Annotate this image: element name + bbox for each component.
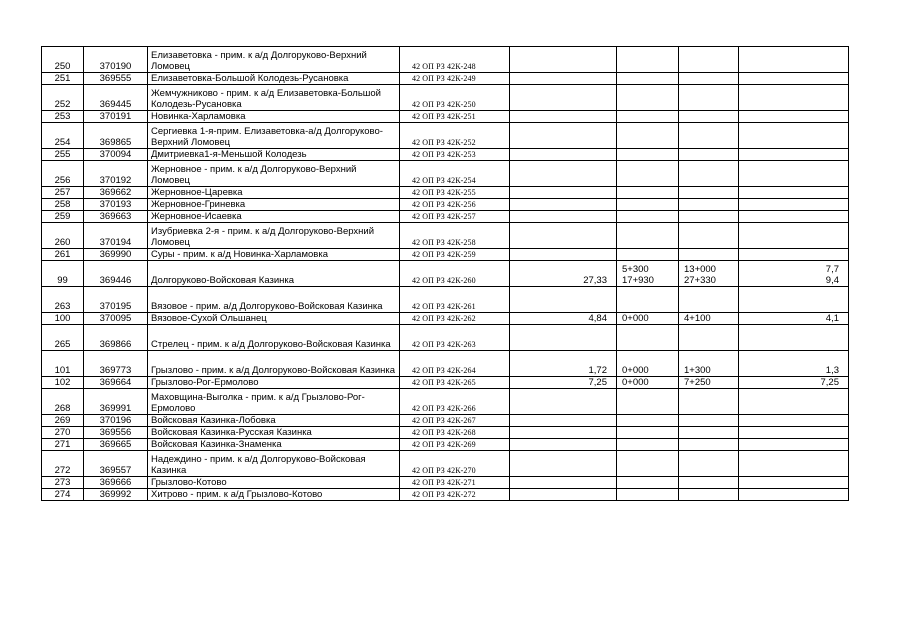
section-length-cell bbox=[739, 187, 849, 199]
registry-number-cell: 42 ОП РЗ 42К-257 bbox=[400, 211, 510, 223]
end-km-cell bbox=[679, 351, 739, 377]
start-km-cell bbox=[617, 149, 679, 161]
row-number-cell: 268 bbox=[42, 389, 84, 415]
start-km-cell bbox=[617, 389, 679, 415]
section-length-cell bbox=[739, 477, 849, 489]
end-km-cell bbox=[679, 249, 739, 261]
table-row bbox=[42, 427, 849, 439]
length-cell bbox=[510, 73, 617, 85]
start-km-cell bbox=[617, 325, 679, 351]
length-cell bbox=[510, 415, 617, 427]
table-row bbox=[42, 47, 849, 73]
end-km-cell bbox=[679, 161, 739, 187]
table-row bbox=[42, 489, 849, 501]
start-km-cell bbox=[617, 199, 679, 211]
length-cell bbox=[510, 489, 617, 501]
length-cell bbox=[510, 199, 617, 211]
registry-number-cell: 42 ОП РЗ 42К-254 bbox=[400, 161, 510, 187]
start-km-cell bbox=[617, 427, 679, 439]
section-length-cell bbox=[739, 261, 849, 287]
road-name-cell: Суры - прим. к а/д Новинка-Харламовка bbox=[148, 249, 400, 261]
road-name-cell: Хитрово - прим. к а/д Грызлово-Котово bbox=[148, 489, 400, 501]
road-id-cell: 370196 bbox=[84, 415, 148, 427]
length-cell bbox=[510, 427, 617, 439]
road-id-cell: 369665 bbox=[84, 439, 148, 451]
table-row bbox=[42, 415, 849, 427]
row-number-cell: 270 bbox=[42, 427, 84, 439]
row-number-cell: 258 bbox=[42, 199, 84, 211]
start-km-cell bbox=[617, 377, 679, 389]
end-km-cell bbox=[679, 287, 739, 313]
length-cell bbox=[510, 161, 617, 187]
row-number-cell: 251 bbox=[42, 73, 84, 85]
section-length-cell bbox=[739, 427, 849, 439]
registry-number-cell: 42 ОП РЗ 42К-250 bbox=[400, 85, 510, 111]
start-km-cell bbox=[617, 415, 679, 427]
row-number-cell: 269 bbox=[42, 415, 84, 427]
end-km-cell bbox=[679, 123, 739, 149]
road-name-cell: Жерновное-Царевка bbox=[148, 187, 400, 199]
table-row bbox=[42, 149, 849, 161]
road-name-cell: Стрелец - прим. к а/д Долгоруково-Войсковая Казинка bbox=[148, 325, 400, 351]
registry-number-cell: 42 ОП РЗ 42К-260 bbox=[400, 261, 510, 287]
road-id-cell: 369663 bbox=[84, 211, 148, 223]
section-length-cell bbox=[739, 389, 849, 415]
start-km-cell bbox=[617, 477, 679, 489]
end-km-cell bbox=[679, 415, 739, 427]
end-km-cell bbox=[679, 199, 739, 211]
road-name-cell: Дмитриевка1-я-Меньшой Колодезь bbox=[148, 149, 400, 161]
road-id-cell: 370190 bbox=[84, 47, 148, 73]
section-length-cell bbox=[739, 199, 849, 211]
section-length-cell-line: 7,7 bbox=[825, 264, 839, 275]
length-cell: 4,84 bbox=[510, 313, 617, 325]
start-km-cell bbox=[617, 351, 679, 377]
section-length-cell-line: 7,25 bbox=[820, 377, 839, 388]
road-id-cell: 369773 bbox=[84, 351, 148, 377]
registry-number-cell: 42 ОП РЗ 42К-272 bbox=[400, 489, 510, 501]
row-number-cell: 274 bbox=[42, 489, 84, 501]
registry-number-cell: 42 ОП РЗ 42К-269 bbox=[400, 439, 510, 451]
registry-number-cell: 42 ОП РЗ 42К-253 bbox=[400, 149, 510, 161]
length-cell bbox=[510, 389, 617, 415]
start-km-cell-line: 5+300 bbox=[622, 264, 649, 275]
end-km-cell bbox=[679, 211, 739, 223]
road-name-cell: Жерновное-Гриневка bbox=[148, 199, 400, 211]
row-number-cell: 254 bbox=[42, 123, 84, 149]
road-name-cell: Войсковая Казинка-Русская Казинка bbox=[148, 427, 400, 439]
start-km-cell-line: 17+930 bbox=[622, 275, 654, 286]
end-km-cell-line: 1+300 bbox=[684, 365, 711, 376]
table-row bbox=[42, 313, 849, 325]
section-length-cell bbox=[739, 223, 849, 249]
start-km-cell bbox=[617, 187, 679, 199]
end-km-cell bbox=[679, 187, 739, 199]
registry-number-cell: 42 ОП РЗ 42К-264 bbox=[400, 351, 510, 377]
end-km-cell bbox=[679, 439, 739, 451]
road-name-cell: Сергиевка 1-я-прим. Елизаветовка-а/д Долгоруково-Верхний Ломовец bbox=[148, 123, 400, 149]
table-row bbox=[42, 377, 849, 389]
road-name-cell: Долгоруково-Войсковая Казинка bbox=[148, 261, 400, 287]
row-number-cell: 260 bbox=[42, 223, 84, 249]
road-name-cell: Грызлово - прим. к а/д Долгоруково-Войсковая Казинка bbox=[148, 351, 400, 377]
registry-number-cell: 42 ОП РЗ 42К-259 bbox=[400, 249, 510, 261]
road-id-cell: 369991 bbox=[84, 389, 148, 415]
road-name-cell: Жемчужниково - прим. к а/д Елизаветовка-Большой Колодезь-Русановка bbox=[148, 85, 400, 111]
start-km-cell bbox=[617, 287, 679, 313]
end-km-cell bbox=[679, 489, 739, 501]
end-km-cell bbox=[679, 377, 739, 389]
road-id-cell: 369555 bbox=[84, 73, 148, 85]
start-km-cell bbox=[617, 439, 679, 451]
road-id-cell: 369865 bbox=[84, 123, 148, 149]
road-name-cell: Жерновное - прим. к а/д Долгоруково-Верхний Ломовец bbox=[148, 161, 400, 187]
section-length-cell bbox=[739, 451, 849, 477]
end-km-cell-line: 7+250 bbox=[684, 377, 711, 388]
start-km-cell bbox=[617, 111, 679, 123]
row-number-cell: 263 bbox=[42, 287, 84, 313]
start-km-cell bbox=[617, 223, 679, 249]
table-row bbox=[42, 325, 849, 351]
length-cell bbox=[510, 477, 617, 489]
section-length-cell bbox=[739, 439, 849, 451]
section-length-cell bbox=[739, 47, 849, 73]
road-id-cell: 369990 bbox=[84, 249, 148, 261]
section-length-cell-line: 9,4 bbox=[825, 275, 839, 286]
length-cell bbox=[510, 149, 617, 161]
length-cell bbox=[510, 223, 617, 249]
length-cell bbox=[510, 451, 617, 477]
registry-number-cell: 42 ОП РЗ 42К-265 bbox=[400, 377, 510, 389]
road-name-cell: Жерновное-Исаевка bbox=[148, 211, 400, 223]
row-number-cell: 99 bbox=[42, 261, 84, 287]
end-km-cell bbox=[679, 73, 739, 85]
length-cell bbox=[510, 439, 617, 451]
road-name-cell: Грызлово-Рог-Ермолово bbox=[148, 377, 400, 389]
row-number-cell: 273 bbox=[42, 477, 84, 489]
registry-number-cell: 42 ОП РЗ 42К-267 bbox=[400, 415, 510, 427]
road-name-cell: Изубриевка 2-я - прим. к а/д Долгоруково-Верхний Ломовец bbox=[148, 223, 400, 249]
section-length-cell bbox=[739, 351, 849, 377]
table-row bbox=[42, 389, 849, 415]
end-km-cell bbox=[679, 389, 739, 415]
row-number-cell: 250 bbox=[42, 47, 84, 73]
registry-number-cell: 42 ОП РЗ 42К-248 bbox=[400, 47, 510, 73]
length-cell bbox=[510, 287, 617, 313]
table-row bbox=[42, 287, 849, 313]
length-cell bbox=[510, 211, 617, 223]
section-length-cell bbox=[739, 123, 849, 149]
table-row bbox=[42, 351, 849, 377]
row-number-cell: 271 bbox=[42, 439, 84, 451]
road-id-cell: 370094 bbox=[84, 149, 148, 161]
length-cell bbox=[510, 249, 617, 261]
road-id-cell: 370194 bbox=[84, 223, 148, 249]
end-km-cell bbox=[679, 451, 739, 477]
row-number-cell: 257 bbox=[42, 187, 84, 199]
row-number-cell: 101 bbox=[42, 351, 84, 377]
section-length-cell bbox=[739, 325, 849, 351]
table-row bbox=[42, 211, 849, 223]
section-length-cell bbox=[739, 211, 849, 223]
row-number-cell: 100 bbox=[42, 313, 84, 325]
section-length-cell bbox=[739, 415, 849, 427]
row-number-cell: 256 bbox=[42, 161, 84, 187]
road-id-cell: 369556 bbox=[84, 427, 148, 439]
start-km-cell bbox=[617, 451, 679, 477]
section-length-cell bbox=[739, 313, 849, 325]
start-km-cell bbox=[617, 261, 679, 287]
section-length-cell bbox=[739, 161, 849, 187]
length-cell bbox=[510, 325, 617, 351]
table-row bbox=[42, 451, 849, 477]
table-row bbox=[42, 477, 849, 489]
table-body bbox=[42, 47, 849, 501]
start-km-cell bbox=[617, 73, 679, 85]
table-row bbox=[42, 187, 849, 199]
road-id-cell: 369445 bbox=[84, 85, 148, 111]
road-id-cell: 370193 bbox=[84, 199, 148, 211]
start-km-cell bbox=[617, 489, 679, 501]
start-km-cell bbox=[617, 161, 679, 187]
section-length-cell-line: 4,1 bbox=[825, 313, 839, 324]
start-km-cell bbox=[617, 47, 679, 73]
table-row bbox=[42, 85, 849, 111]
section-length-cell bbox=[739, 287, 849, 313]
road-name-cell: Новинка-Харламовка bbox=[148, 111, 400, 123]
section-length-cell bbox=[739, 111, 849, 123]
table-row bbox=[42, 73, 849, 85]
road-name-cell: Войсковая Казинка-Знаменка bbox=[148, 439, 400, 451]
end-km-cell bbox=[679, 261, 739, 287]
length-cell: 1,72 bbox=[510, 351, 617, 377]
row-number-cell: 259 bbox=[42, 211, 84, 223]
start-km-cell-line: 0+000 bbox=[622, 313, 649, 324]
table-row bbox=[42, 439, 849, 451]
registry-number-cell: 42 ОП РЗ 42К-249 bbox=[400, 73, 510, 85]
road-name-cell: Войсковая Казинка-Лобовка bbox=[148, 415, 400, 427]
registry-number-cell: 42 ОП РЗ 42К-271 bbox=[400, 477, 510, 489]
registry-number-cell: 42 ОП РЗ 42К-252 bbox=[400, 123, 510, 149]
road-id-cell: 369557 bbox=[84, 451, 148, 477]
end-km-cell-line: 13+000 bbox=[684, 264, 716, 275]
road-registry-table bbox=[41, 46, 849, 501]
start-km-cell bbox=[617, 249, 679, 261]
road-id-cell: 369992 bbox=[84, 489, 148, 501]
end-km-cell-line: 27+330 bbox=[684, 275, 716, 286]
start-km-cell bbox=[617, 211, 679, 223]
end-km-cell bbox=[679, 313, 739, 325]
length-cell: 7,25 bbox=[510, 377, 617, 389]
end-km-cell bbox=[679, 85, 739, 111]
table-row bbox=[42, 123, 849, 149]
length-cell bbox=[510, 187, 617, 199]
start-km-cell-line: 0+000 bbox=[622, 377, 649, 388]
start-km-cell bbox=[617, 85, 679, 111]
registry-number-cell: 42 ОП РЗ 42К-261 bbox=[400, 287, 510, 313]
start-km-cell bbox=[617, 313, 679, 325]
row-number-cell: 252 bbox=[42, 85, 84, 111]
section-length-cell bbox=[739, 85, 849, 111]
registry-number-cell: 42 ОП РЗ 42К-270 bbox=[400, 451, 510, 477]
road-id-cell: 369664 bbox=[84, 377, 148, 389]
road-id-cell: 370095 bbox=[84, 313, 148, 325]
road-name-cell: Вязовое-Сухой Ольшанец bbox=[148, 313, 400, 325]
row-number-cell: 253 bbox=[42, 111, 84, 123]
registry-number-cell: 42 ОП РЗ 42К-251 bbox=[400, 111, 510, 123]
table-row bbox=[42, 111, 849, 123]
road-id-cell: 370192 bbox=[84, 161, 148, 187]
road-name-cell: Елизаветовка-Большой Колодезь-Русановка bbox=[148, 73, 400, 85]
road-name-cell: Елизаветовка - прим. к а/д Долгоруково-Верхний Ломовец bbox=[148, 47, 400, 73]
road-id-cell: 369666 bbox=[84, 477, 148, 489]
end-km-cell bbox=[679, 427, 739, 439]
section-length-cell-line: 1,3 bbox=[825, 365, 839, 376]
registry-number-cell: 42 ОП РЗ 42К-266 bbox=[400, 389, 510, 415]
end-km-cell bbox=[679, 477, 739, 489]
table-row bbox=[42, 161, 849, 187]
table-row bbox=[42, 223, 849, 249]
length-cell bbox=[510, 47, 617, 73]
section-length-cell bbox=[739, 377, 849, 389]
road-id-cell: 370195 bbox=[84, 287, 148, 313]
road-id-cell: 369662 bbox=[84, 187, 148, 199]
length-cell: 27,33 bbox=[510, 261, 617, 287]
road-name-cell: Грызлово-Котово bbox=[148, 477, 400, 489]
registry-number-cell: 42 ОП РЗ 42К-263 bbox=[400, 325, 510, 351]
table-row bbox=[42, 249, 849, 261]
row-number-cell: 272 bbox=[42, 451, 84, 477]
table-row bbox=[42, 199, 849, 211]
road-name-cell: Вязовое - прим. а/д Долгоруково-Войсковая Казинка bbox=[148, 287, 400, 313]
end-km-cell bbox=[679, 149, 739, 161]
length-cell bbox=[510, 111, 617, 123]
road-id-cell: 370191 bbox=[84, 111, 148, 123]
end-km-cell-line: 4+100 bbox=[684, 313, 711, 324]
row-number-cell: 102 bbox=[42, 377, 84, 389]
section-length-cell bbox=[739, 149, 849, 161]
section-length-cell bbox=[739, 489, 849, 501]
road-id-cell: 369866 bbox=[84, 325, 148, 351]
road-name-cell: Маховщина-Выголка - прим. к а/д Грызлово-Рог-Ермолово bbox=[148, 389, 400, 415]
table-row bbox=[42, 261, 849, 287]
road-name-cell: Надеждино - прим. к а/д Долгоруково-Войсковая Казинка bbox=[148, 451, 400, 477]
row-number-cell: 265 bbox=[42, 325, 84, 351]
road-id-cell: 369446 bbox=[84, 261, 148, 287]
start-km-cell bbox=[617, 123, 679, 149]
registry-number-cell: 42 ОП РЗ 42К-256 bbox=[400, 199, 510, 211]
registry-number-cell: 42 ОП РЗ 42К-268 bbox=[400, 427, 510, 439]
end-km-cell bbox=[679, 47, 739, 73]
start-km-cell-line: 0+000 bbox=[622, 365, 649, 376]
registry-number-cell: 42 ОП РЗ 42К-255 bbox=[400, 187, 510, 199]
end-km-cell bbox=[679, 223, 739, 249]
row-number-cell: 261 bbox=[42, 249, 84, 261]
end-km-cell bbox=[679, 111, 739, 123]
section-length-cell bbox=[739, 73, 849, 85]
length-cell bbox=[510, 85, 617, 111]
registry-number-cell: 42 ОП РЗ 42К-262 bbox=[400, 313, 510, 325]
row-number-cell: 255 bbox=[42, 149, 84, 161]
length-cell bbox=[510, 123, 617, 149]
end-km-cell bbox=[679, 325, 739, 351]
section-length-cell bbox=[739, 249, 849, 261]
registry-number-cell: 42 ОП РЗ 42К-258 bbox=[400, 223, 510, 249]
